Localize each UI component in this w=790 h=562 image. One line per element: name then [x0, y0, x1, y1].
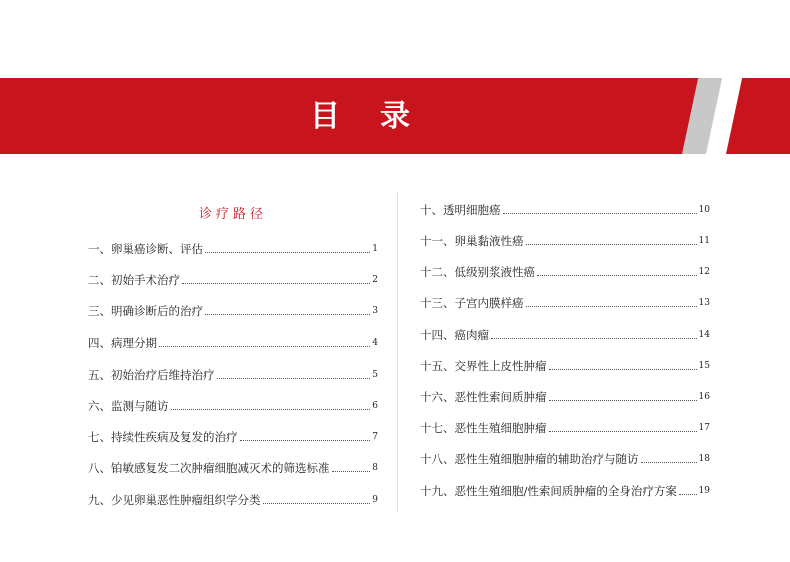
- toc-leader-dots: [679, 494, 697, 495]
- toc-item-9[interactable]: [88, 493, 378, 507]
- toc-item-label: 四、病理分期: [88, 336, 157, 350]
- toc-item-13[interactable]: [420, 296, 710, 310]
- toc-leader-dots: [491, 338, 697, 339]
- toc-leader-dots: [217, 378, 371, 379]
- toc-item-12[interactable]: [420, 265, 710, 279]
- toc-item-1[interactable]: [88, 242, 378, 256]
- toc-item-10[interactable]: [420, 203, 710, 217]
- toc-item-page: 3: [372, 306, 378, 316]
- toc-item-14[interactable]: [420, 328, 710, 342]
- toc-leader-dots: [549, 400, 697, 401]
- toc-item-label: 十二、低级别浆液性癌: [420, 265, 535, 279]
- toc-item-8[interactable]: [88, 461, 378, 475]
- toc-item-15[interactable]: [420, 359, 710, 373]
- toc-leader-dots: [526, 244, 697, 245]
- toc-item-page: 2: [372, 275, 378, 285]
- toc-item-page: 14: [698, 330, 710, 340]
- toc-leader-dots: [159, 346, 370, 347]
- toc-item-6[interactable]: [88, 399, 378, 413]
- toc-item-label: 十五、交界性上皮性肿瘤: [420, 359, 547, 373]
- toc-item-page: 9: [372, 495, 378, 505]
- toc-item-label: 十六、恶性性索间质肿瘤: [420, 390, 547, 404]
- toc-item-label: 九、少见卵巢恶性肿瘤组织学分类: [88, 493, 261, 507]
- toc-leader-dots: [182, 283, 370, 284]
- toc-leader-dots: [205, 314, 370, 315]
- toc-item-label: 六、监测与随访: [88, 399, 169, 413]
- toc-leader-dots: [332, 471, 371, 472]
- toc-item-18[interactable]: [420, 452, 710, 466]
- toc-leader-dots: [526, 306, 697, 307]
- toc-item-page: 8: [372, 463, 378, 473]
- toc-item-label: 十八、恶性生殖细胞肿瘤的辅助治疗与随访: [420, 452, 639, 466]
- toc-item-page: 1: [372, 244, 378, 254]
- toc-leader-dots: [240, 440, 371, 441]
- toc-item-label: 十七、恶性生殖细胞肿瘤: [420, 421, 547, 435]
- toc-leader-dots: [171, 409, 371, 410]
- toc-item-page: 13: [698, 298, 710, 308]
- toc-item-17[interactable]: [420, 421, 710, 435]
- toc-item-label: 十四、癌肉瘤: [420, 328, 489, 342]
- toc-item-5[interactable]: [88, 368, 378, 382]
- toc-item-page: 17: [698, 423, 710, 433]
- toc-leader-dots: [641, 462, 697, 463]
- toc-leader-dots: [549, 431, 697, 432]
- toc-item-page: 15: [698, 361, 710, 371]
- toc-item-page: 4: [372, 338, 378, 348]
- toc-item-label: 二、初始手术治疗: [88, 273, 180, 287]
- toc-item-page: 16: [698, 392, 710, 402]
- toc-item-page: 11: [698, 236, 710, 246]
- toc-item-page: 5: [372, 370, 378, 380]
- toc-item-page: 6: [372, 401, 378, 411]
- toc-item-page: 12: [698, 267, 710, 277]
- toc-item-label: 八、铂敏感复发二次肿瘤细胞减灭术的筛选标准: [88, 461, 330, 475]
- toc-item-page: 7: [372, 432, 378, 442]
- toc-leader-dots: [205, 252, 370, 253]
- toc-item-page: 19: [698, 486, 710, 496]
- toc-leader-dots: [503, 213, 697, 214]
- toc-item-11[interactable]: [420, 234, 710, 248]
- toc-leader-dots: [263, 503, 371, 504]
- section-title-diagnosis-pathway: 诊疗路径: [198, 207, 267, 222]
- toc-item-label: 十九、恶性生殖细胞/性索间质肿瘤的全身治疗方案: [420, 484, 677, 498]
- toc-item-label: 一、卵巢癌诊断、评估: [88, 242, 203, 256]
- toc-item-19[interactable]: [420, 484, 710, 498]
- toc-item-4[interactable]: [88, 336, 378, 350]
- page-title: 目录: [310, 99, 450, 134]
- toc-item-7[interactable]: [88, 430, 378, 444]
- column-divider: [397, 193, 398, 511]
- toc-item-label: 三、明确诊断后的治疗: [88, 304, 203, 318]
- toc-item-label: 五、初始治疗后维持治疗: [88, 368, 215, 382]
- toc-item-label: 十、透明细胞癌: [420, 203, 501, 217]
- toc-leader-dots: [549, 369, 697, 370]
- header-banner: [0, 78, 790, 154]
- toc-item-page: 18: [698, 454, 710, 464]
- toc-item-3[interactable]: [88, 304, 378, 318]
- toc-item-label: 十三、子宫内膜样癌: [420, 296, 524, 310]
- toc-item-2[interactable]: [88, 273, 378, 287]
- toc-item-16[interactable]: [420, 390, 710, 404]
- toc-item-label: 七、持续性疾病及复发的治疗: [88, 430, 238, 444]
- toc-item-label: 十一、卵巢黏液性癌: [420, 234, 524, 248]
- toc-leader-dots: [537, 275, 697, 276]
- toc-item-page: 10: [698, 205, 710, 215]
